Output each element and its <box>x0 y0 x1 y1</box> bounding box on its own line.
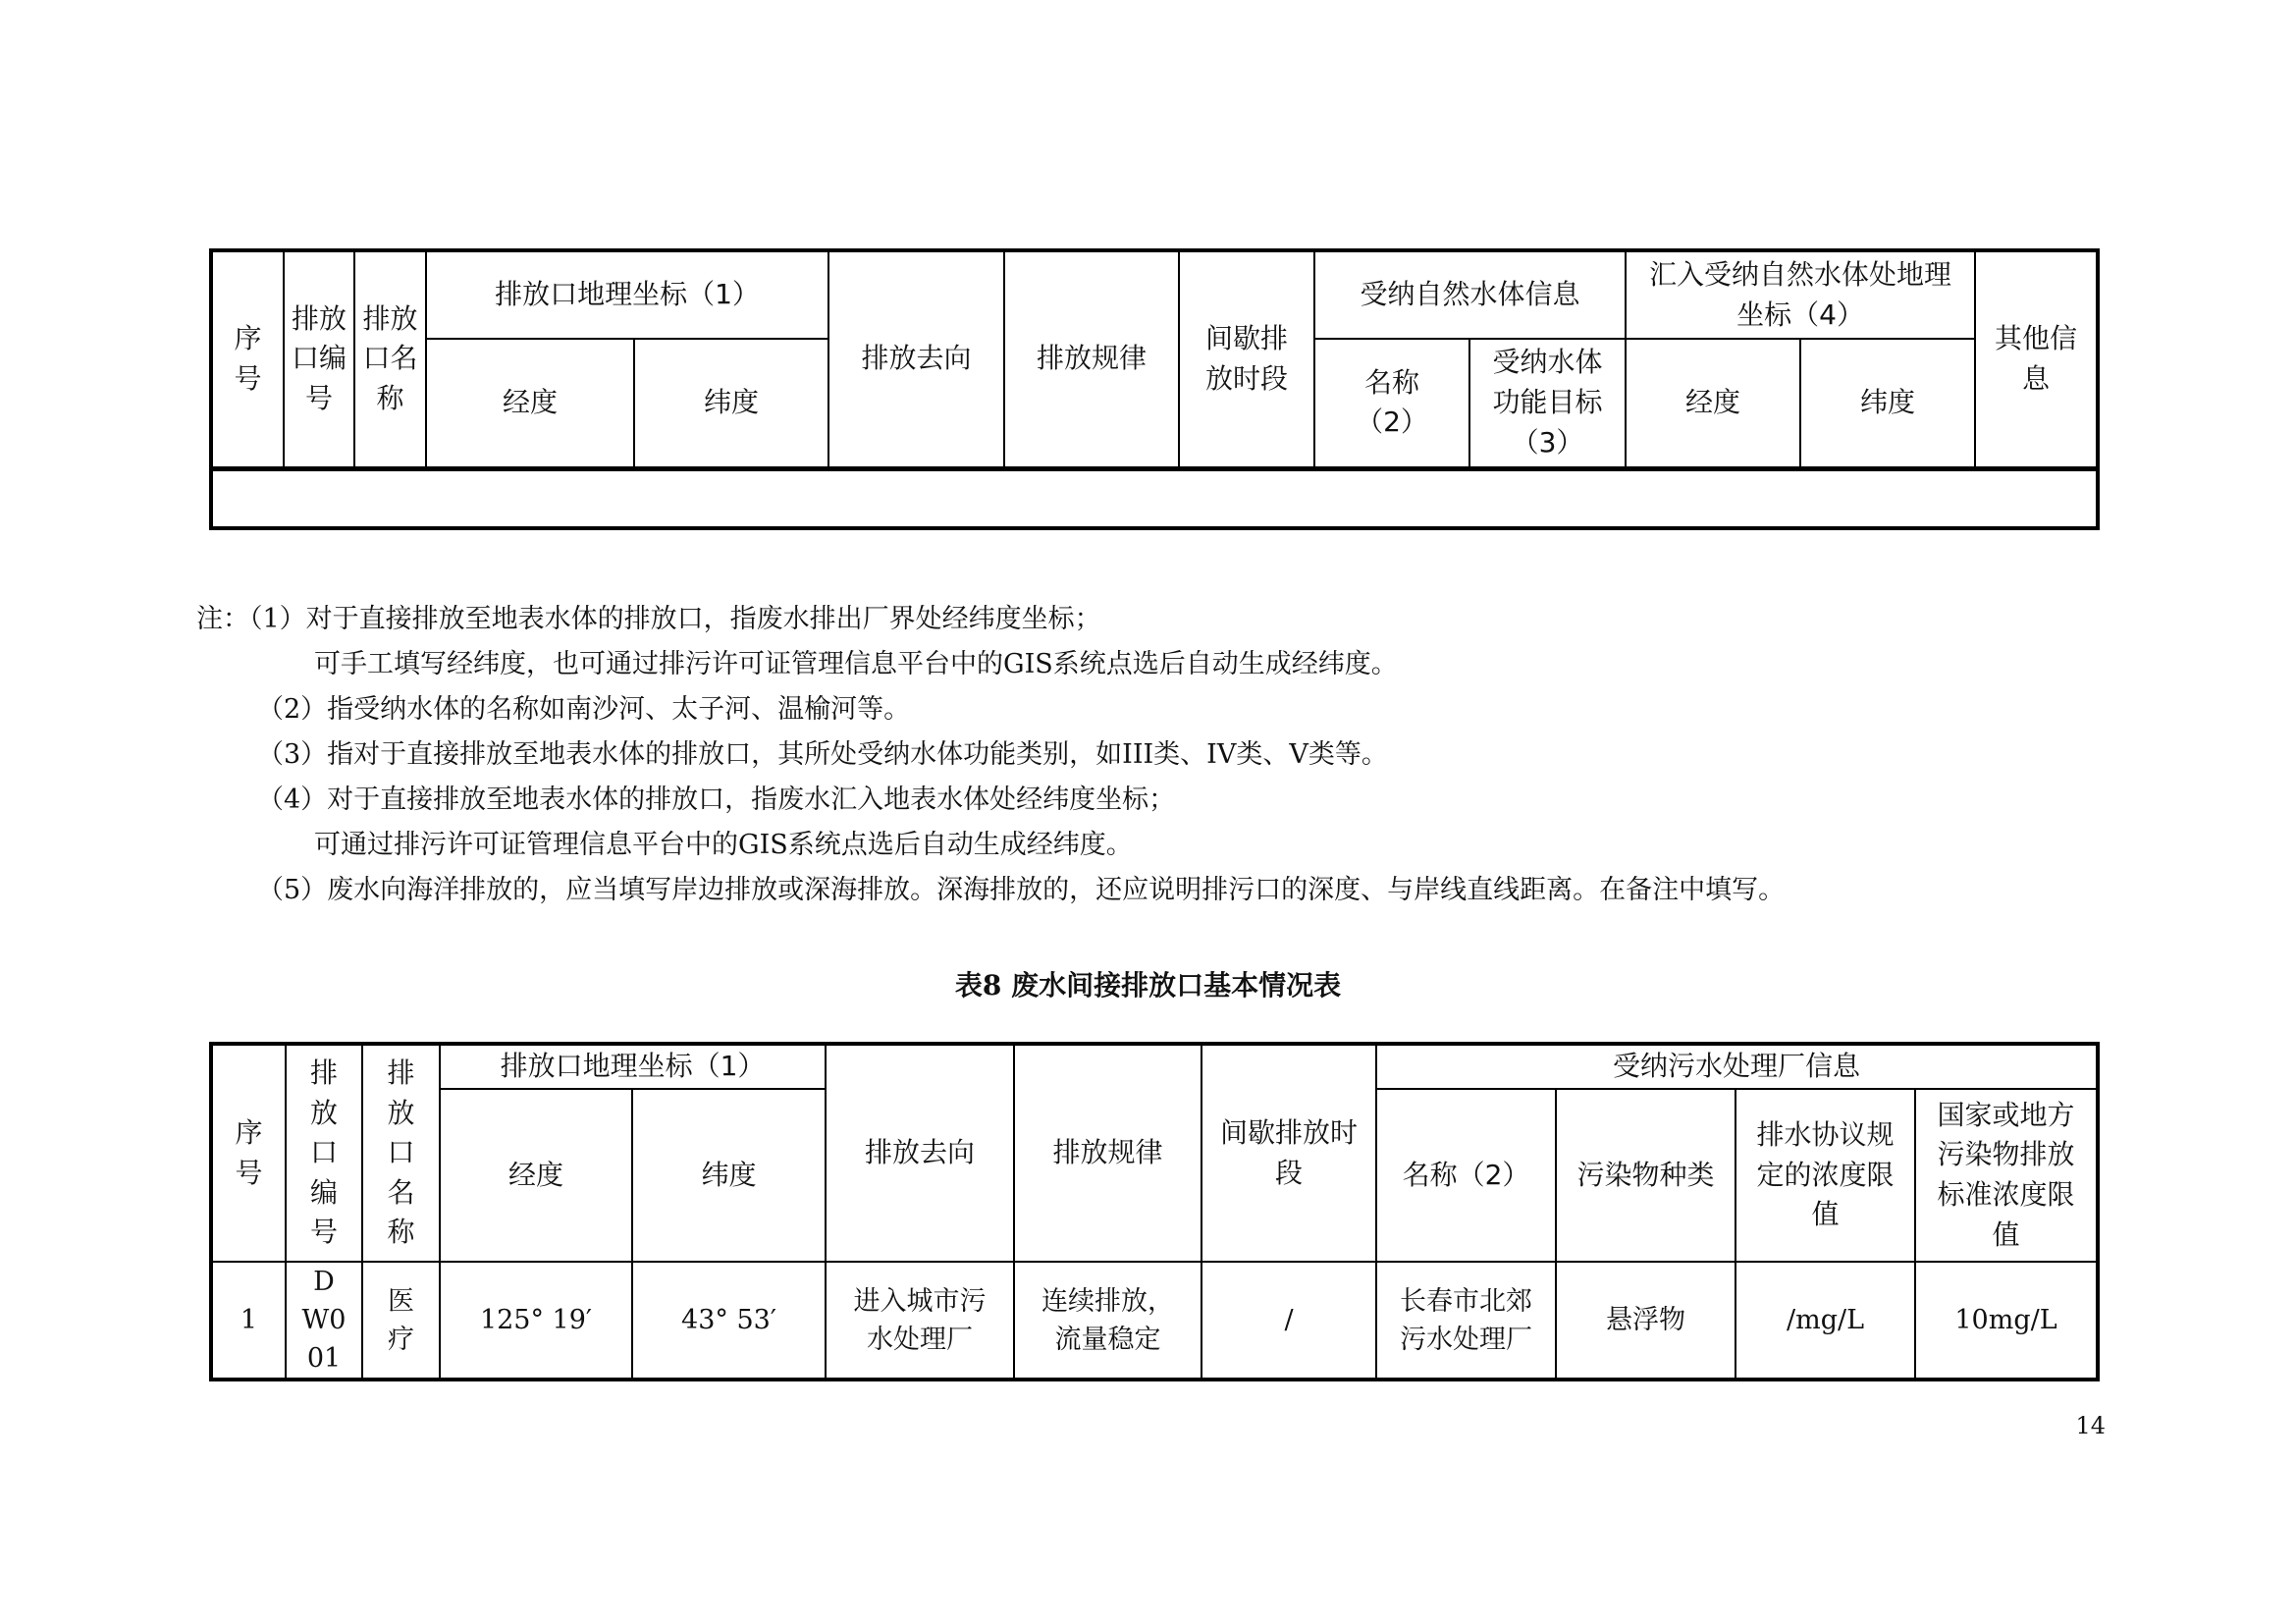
header-intermittent: 间歇排放时段 <box>1201 1044 1376 1262</box>
header-latitude: 纬度 <box>632 1089 826 1262</box>
note-2: （2）指受纳水体的名称如南沙河、太子河、温榆河等。 <box>257 694 911 725</box>
cell-standard-limit: 10mg/L <box>1915 1262 2098 1380</box>
cell-intermittent: / <box>1201 1262 1376 1380</box>
header-pollutant: 污染物种类 <box>1556 1089 1735 1262</box>
header-seq: 序号 <box>211 1044 286 1262</box>
direct-outlet-table <box>209 248 2100 530</box>
header-plant-name: 名称（2） <box>1376 1089 1556 1262</box>
note-1: 注：（1）对于直接排放至地表水体的排放口，指废水排出厂界处经纬度坐标； <box>196 604 1101 634</box>
note-4: （4）对于直接排放至地表水体的排放口，指废水汇入地表水体处经纬度坐标； <box>257 785 1176 815</box>
cell-destination: 进入城市污水处理厂 <box>826 1262 1014 1380</box>
header-receiving-water: 受纳自然水体信息 <box>1314 250 1626 339</box>
notes <box>196 597 2110 913</box>
header-destination: 排放去向 <box>828 250 1004 468</box>
header-destination: 排放去向 <box>826 1044 1014 1262</box>
cell-outlet-code: DW001 <box>286 1262 362 1380</box>
table-caption: 表8 废水间接排放口基本情况表 <box>954 969 1342 1001</box>
cell-pollutant: 悬浮物 <box>1556 1262 1735 1380</box>
note-3: （3）指对于直接排放至地表水体的排放口，其所处受纳水体功能类别，如III类、IV类、V类等。 <box>257 739 1388 770</box>
header-merge-longitude: 经度 <box>1626 339 1800 468</box>
header-geo-coords: 排放口地理坐标（1） <box>440 1044 826 1089</box>
header-seq: 序号 <box>211 250 284 468</box>
header-merge-latitude: 纬度 <box>1800 339 1975 468</box>
note-4-continued: 可通过排污许可证管理信息平台中的GIS系统点选后自动生成经纬度。 <box>314 830 1133 860</box>
header-plant-info: 受纳污水处理厂信息 <box>1376 1044 2098 1089</box>
header-water-name: 名称（2） <box>1314 339 1469 468</box>
cell-longitude: 125° 19′ <box>440 1262 632 1380</box>
page-number: 14 <box>2075 1412 2106 1439</box>
header-water-function: 受纳水体功能目标（3） <box>1469 339 1626 468</box>
header-pattern: 排放规律 <box>1014 1044 1201 1262</box>
header-outlet-code: 排放口编号 <box>284 250 354 468</box>
header-other: 其他信息 <box>1975 250 2098 468</box>
header-longitude: 经度 <box>440 1089 632 1262</box>
note-5: （5）废水向海洋排放的，应当填写岸边排放或深海排放。深海排放的，还应说明排污口的深度、与岸线直线距离。在备注中填写。 <box>257 875 1786 905</box>
cell-pattern: 连续排放，流量稳定 <box>1014 1262 1201 1380</box>
header-outlet-code: 排放口编号 <box>286 1044 362 1262</box>
header-geo-coords: 排放口地理坐标（1） <box>426 250 828 339</box>
cell-seq: 1 <box>211 1262 286 1380</box>
cell-outlet-name: 医疗 <box>362 1262 440 1380</box>
note-1-continued: 可手工填写经纬度，也可通过排污许可证管理信息平台中的GIS系统点选后自动生成经纬度。 <box>314 649 1398 679</box>
header-outlet-name: 排放口名称 <box>362 1044 440 1262</box>
empty-row <box>211 468 2098 528</box>
header-longitude: 经度 <box>426 339 634 468</box>
indirect-outlet-table <box>209 1042 2100 1381</box>
table-row <box>211 1262 2098 1380</box>
cell-agreed-limit: /mg/L <box>1735 1262 1915 1380</box>
header-intermittent: 间歇排放时段 <box>1179 250 1314 468</box>
header-agreed-limit: 排水协议规定的浓度限值 <box>1735 1089 1915 1262</box>
cell-latitude: 43° 53′ <box>632 1262 826 1380</box>
cell-plant-name: 长春市北郊污水处理厂 <box>1376 1262 1556 1380</box>
header-outlet-name: 排放口名称 <box>354 250 426 468</box>
header-merge-coords: 汇入受纳自然水体处地理坐标（4） <box>1626 250 1975 339</box>
header-standard-limit: 国家或地方污染物排放标准浓度限值 <box>1915 1089 2098 1262</box>
header-pattern: 排放规律 <box>1004 250 1179 468</box>
header-latitude: 纬度 <box>634 339 828 468</box>
